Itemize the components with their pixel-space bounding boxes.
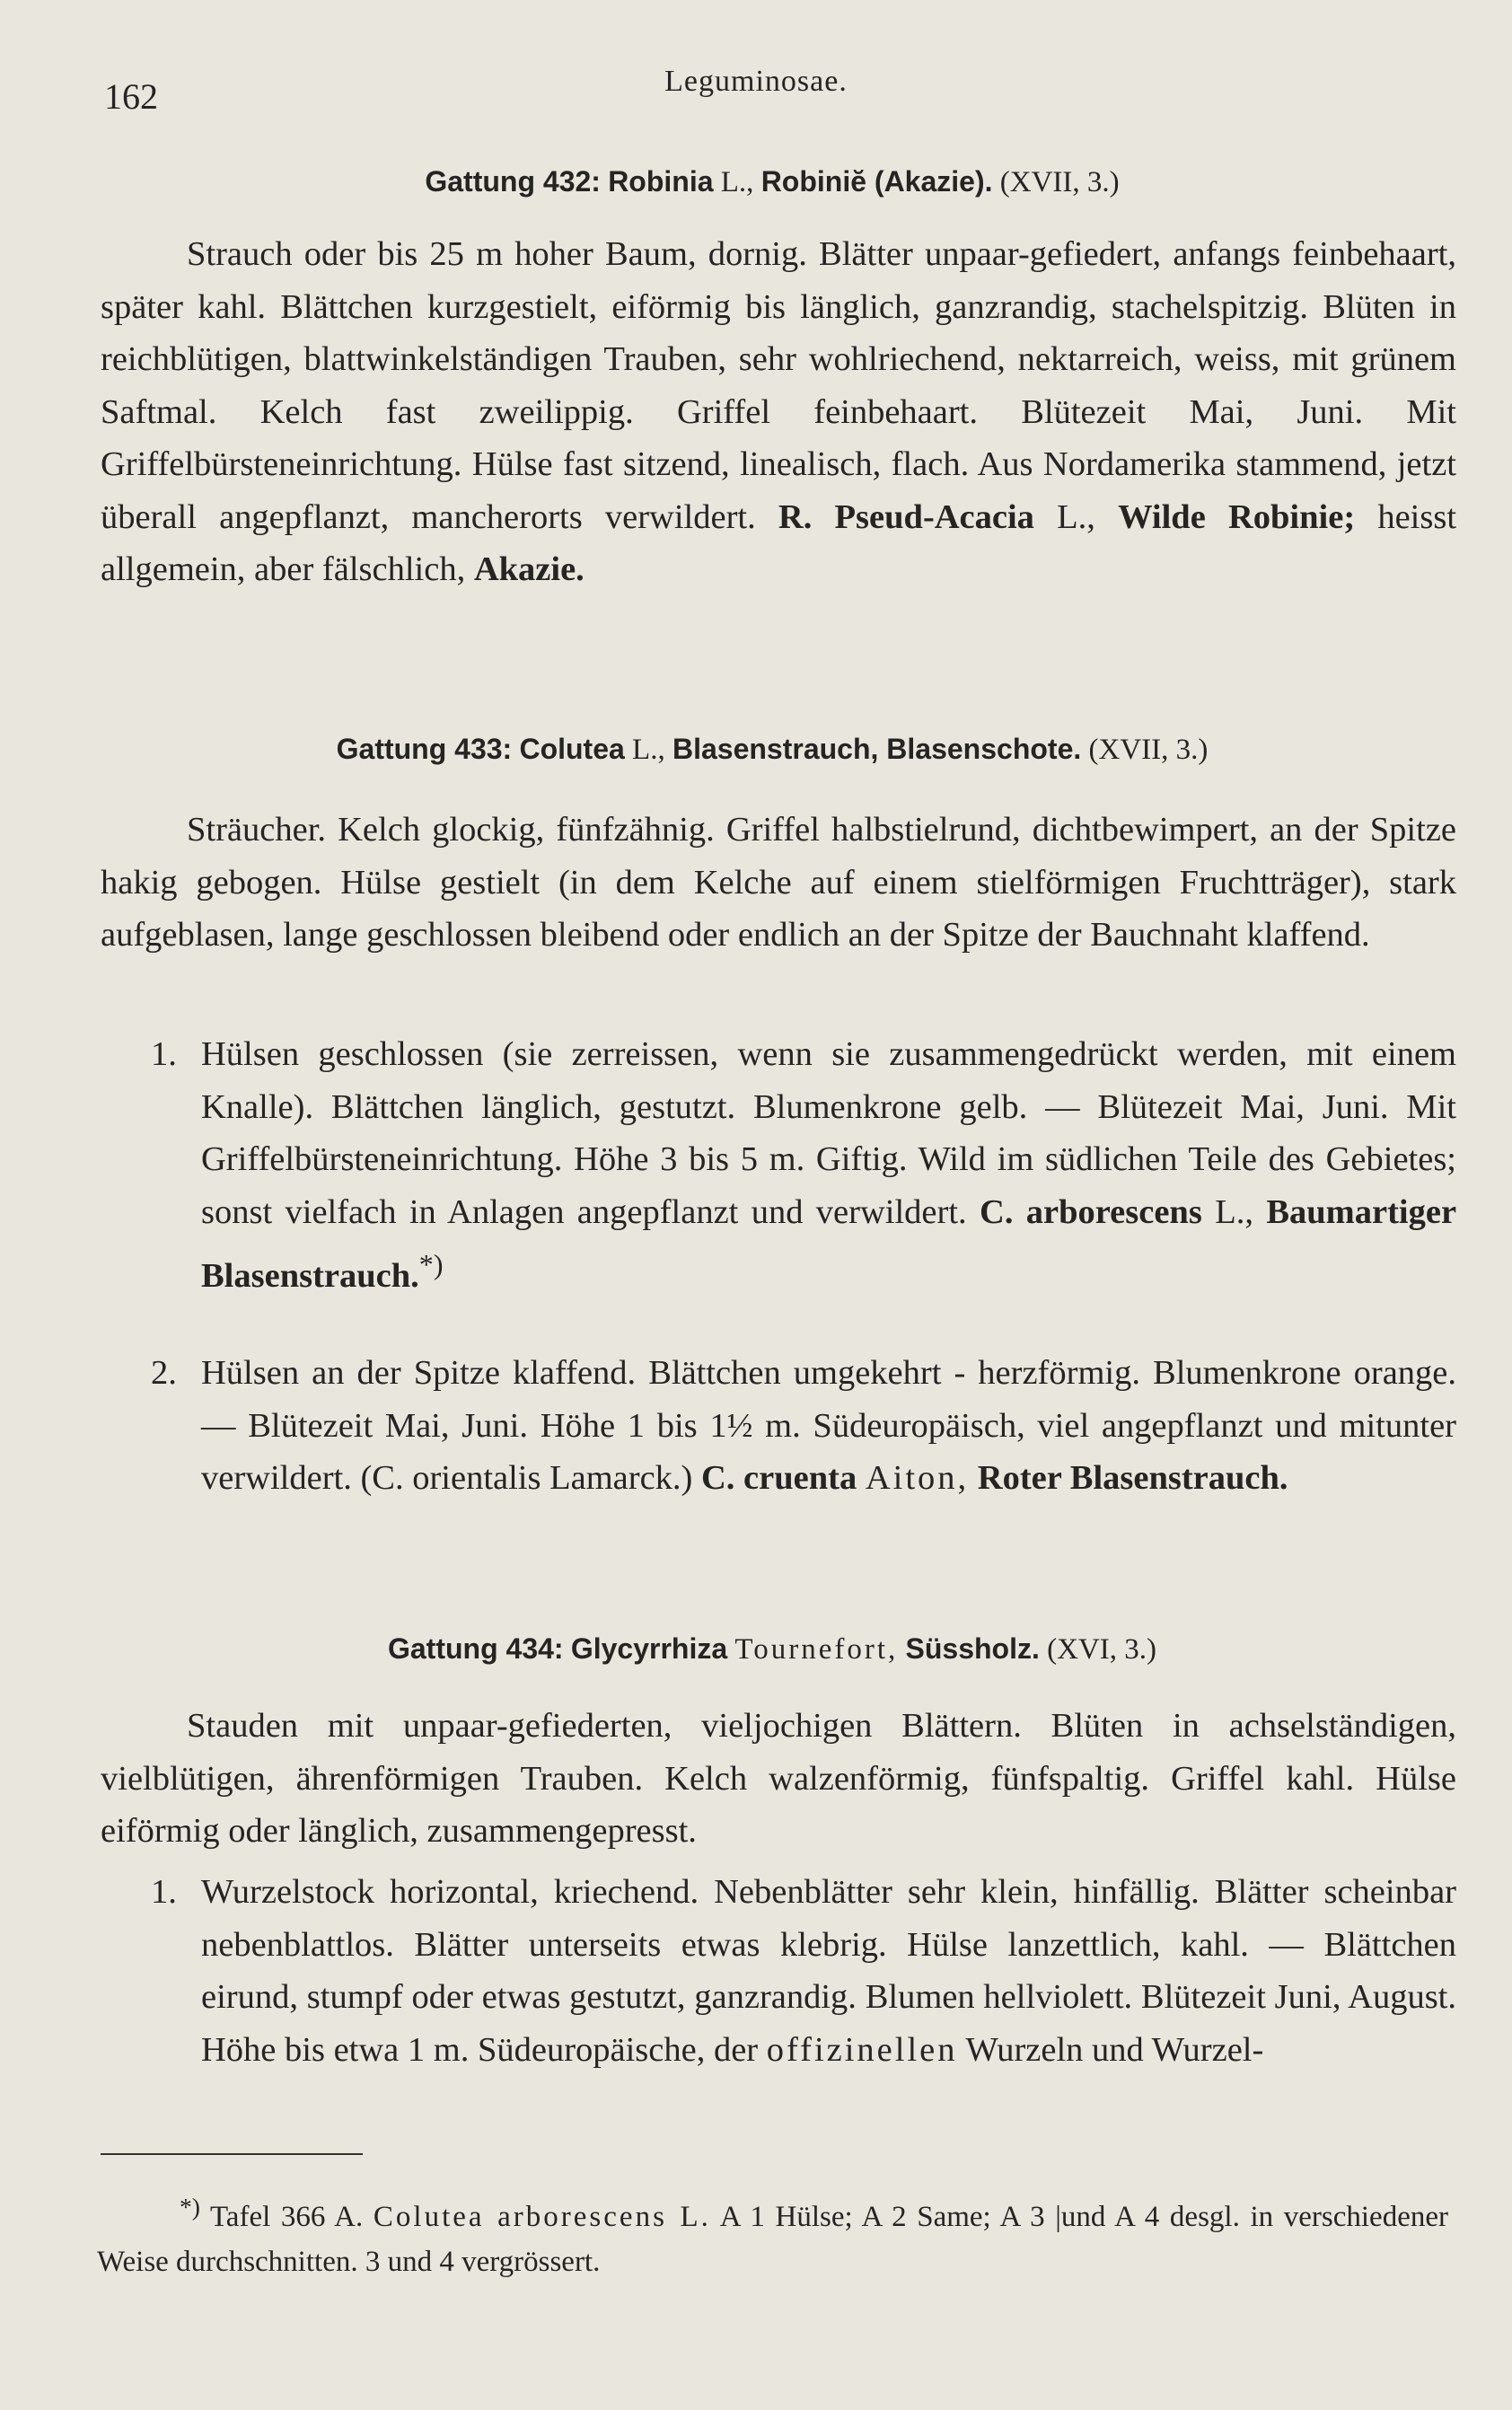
footnote-species: Colutea arborescens L. (373, 2201, 711, 2233)
species-entry-2 (101, 1347, 1456, 1505)
linnaean-class: (XVI, 3.) (1047, 1633, 1157, 1666)
genus-heading-434 (90, 1632, 1455, 1667)
species-name: R. Pseud-Acacia (778, 497, 1034, 536)
description-text: Strauch oder bis 25 m hoher Baum, dornig. Blätter unpaar-gefiedert, anfangs feinbehaart, später kahl. Blättchen kurzgestielt, eiförmig bis länglich, ganzrandig, stachelspitzig. Blüten in reichblütigen, blattwinkelständigen Trauben, sehr wohlriechend, nektarreich, weiss, mit grünem Saftmal. Kelch fast zweilippig. Griffel feinbehaart. Blütezeit Mai, Juni. Mit Griffelbürsteneinrichtung. Hülse fast sitzend, linealisch, flach. Aus Nordamerika stammend, jetzt überall angepflanzt, mancherorts verwildert. (101, 235, 1456, 536)
description-text: Sträucher. Kelch glockig, fünfzähnig. Griffel halbstielrund, dichtbewimpert, an der Spitze hakig gebogen. Hülse gestielt (in dem Kelche auf einem stielförmigen Fruchtträger), stark aufgeblasen, lange geschlossen bleibend oder endlich an der Spitze der Bauchnaht klaffend. (101, 811, 1456, 954)
emphasized-word: offizinellen (766, 2030, 958, 2069)
running-head: Leguminosae. (664, 65, 848, 98)
genus-name: Robinia (608, 165, 714, 198)
species-author: L., (1215, 1192, 1253, 1231)
entry-text-tail: Wurzeln und Wurzel- (965, 2030, 1264, 2069)
footnote-text: A 1 Hülse; A 2 Same; A 3 |und A 4 desgl. in verschiedener Weise durchschnitten. 3 und 4 vergrössert. (97, 2201, 1448, 2278)
footnote-divider (101, 2153, 363, 2155)
species-common-name: Baumartiger Blasenstrauch. (201, 1192, 1457, 1295)
genus-author: Tournefort, (734, 1633, 899, 1666)
genus-name: Glycyrrhiza (570, 1632, 728, 1665)
entry-text: Hülsen an der Spitze klaffend. Blättchen umgekehrt - herzförmig. Blumenkrone orange. — Blütezeit Mai, Juni. Höhe 1 bis 1½ m. Südeuropäisch, viel angepflanzt und mitunter verwildert. (C. orientalis Lamarck.) (201, 1354, 1456, 1497)
entry-number: 2. (151, 1354, 177, 1392)
entry-number: 1. (151, 1035, 177, 1073)
linnaean-class: (XVII, 3.) (999, 166, 1120, 198)
entry-text: Hülsen geschlossen (sie zerreissen, wenn sie zusammengedrückt werden, mit einem Knalle). Blättchen länglich, gestutzt. Blumenkrone gelb. — Blütezeit Mai, Juni. Mit Griffelbürsteneinrichtung. Höhe 3 bis 5 m. Giftig. Wild im südlichen Teile des Gebietes; sonst vielfach in Anlagen angepflanzt und verwildert. (201, 1035, 1456, 1231)
genus-name: Colutea (519, 733, 625, 765)
genus-description-434 (101, 1700, 1456, 1858)
genus-number: Gattung 432: (425, 165, 601, 198)
description-text: heisst allgemein, aber fälschlich, (101, 497, 1457, 588)
genus-heading-432 (90, 165, 1455, 199)
species-name: C. arborescens (980, 1192, 1202, 1231)
species-name: C. cruenta (700, 1459, 857, 1497)
entry-number: 1. (151, 1873, 177, 1911)
footnote-text: Tafel 366 A. (209, 2201, 364, 2233)
footnote-mark: *) (418, 1248, 444, 1280)
species-alt-name: Akazie. (473, 550, 585, 588)
species-entry-1 (101, 1028, 1456, 1302)
genus-common-name: Süssholz. (905, 1632, 1040, 1665)
species-entry-1 (101, 1866, 1456, 2076)
genus-number: Gattung 433: (336, 733, 513, 765)
entry-text: Wurzelstock horizontal, kriechend. Nebenblätter sehr klein, hinfällig. Blätter scheinbar nebenblattlos. Blätter unterseits etwas klebrig. Hülse lanzettlich, kahl. — Blättchen eirund, stumpf oder etwas gestutzt, ganzrandig. Blumen hellviolett. Blütezeit Juni, August. Höhe bis etwa 1 m. Südeuropäische, der (201, 1873, 1456, 2069)
species-author: L., (1057, 497, 1095, 536)
genus-author: L., (720, 166, 754, 198)
footnote-mark: *) (180, 2193, 200, 2221)
page-number: 162 (104, 76, 158, 117)
genus-common-name: Robiniĕ (Akazie). (760, 165, 993, 198)
genus-author: L., (632, 734, 665, 766)
species-common-name: Wilde Robinie; (1118, 497, 1356, 536)
description-text: Stauden mit unpaar-gefiederten, vieljochigen Blättern. Blüten in achselständigen, vielblütigen, ährenförmigen Trauben. Kelch walzenförmig, fünfspaltig. Griffel kahl. Hülse eiförmig oder länglich, zusammengepresst. (101, 1707, 1456, 1850)
genus-description-432 (101, 228, 1456, 596)
genus-description-433 (101, 804, 1456, 962)
footnote (97, 2185, 1448, 2284)
linnaean-class: (XVII, 3.) (1088, 734, 1209, 766)
genus-heading-433 (90, 733, 1455, 767)
species-author: Aiton, (865, 1459, 970, 1497)
species-common-name: Roter Blasenstrauch. (977, 1459, 1288, 1497)
genus-number: Gattung 434: (387, 1632, 564, 1665)
genus-common-name: Blasenstrauch, Blasenschote. (672, 733, 1082, 765)
